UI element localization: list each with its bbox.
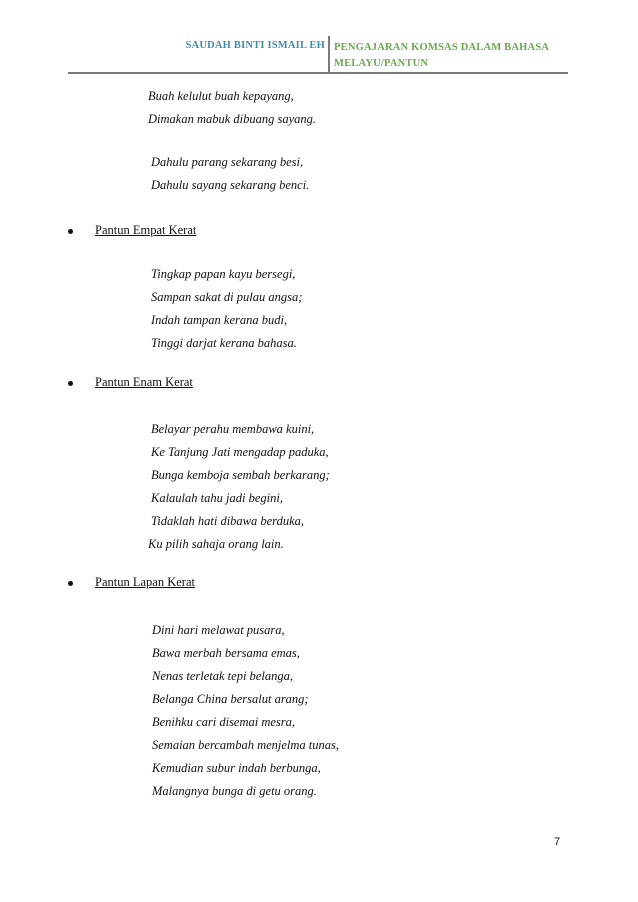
- verse-line: Bunga kemboja sembah berkarang;: [151, 468, 330, 482]
- section-heading-lapan-kerat: [68, 575, 195, 590]
- verse-dahulu-parang: [151, 151, 309, 197]
- verse-line: Nenas terletak tepi belanga,: [152, 669, 293, 683]
- verse-line: Dahulu sayang sekarang benci.: [151, 178, 310, 192]
- verse-line: Dini hari melawat pusara,: [152, 623, 285, 637]
- verse-line: Tingkap papan kayu bersegi,: [151, 267, 296, 281]
- verse-line: Bawa merbah bersama emas,: [152, 646, 300, 660]
- verse-line: Kalaulah tahu jadi begini,: [151, 491, 283, 505]
- bullet-icon: [68, 581, 73, 586]
- verse-enam-kerat: [148, 418, 330, 556]
- verse-lapan-kerat: [152, 619, 339, 803]
- verse-buah-kelulut: [148, 85, 316, 131]
- verse-line: Belanga China bersalut arang;: [152, 692, 309, 706]
- verse-empat-kerat: [151, 263, 302, 355]
- section-title: Pantun Lapan Kerat: [95, 575, 195, 589]
- section-heading-empat-kerat: [68, 223, 196, 238]
- header-divider: [328, 36, 330, 72]
- verse-line: Tidaklah hati dibawa berduka,: [151, 514, 305, 528]
- header-author: SAUDAH BINTI ISMAIL EH: [185, 40, 325, 51]
- header-rule: [68, 72, 568, 74]
- verse-line: Sampan sakat di pulau angsa;: [151, 290, 303, 304]
- verse-line: Malangnya bunga di getu orang.: [152, 784, 317, 798]
- verse-line: Indah tampan kerana budi,: [151, 313, 288, 327]
- verse-line: Buah kelulut buah kepayang,: [148, 89, 294, 103]
- verse-line: Belayar perahu membawa kuini,: [151, 422, 315, 436]
- section-title: Pantun Enam Kerat: [95, 375, 193, 389]
- section-title: Pantun Empat Kerat: [95, 223, 197, 237]
- bullet-icon: [68, 381, 73, 386]
- bullet-icon: [68, 229, 73, 234]
- header-title-line1: PENGAJARAN KOMSAS DALAM BAHASA: [334, 42, 550, 53]
- verse-line: Tinggi darjat kerana bahasa.: [151, 336, 297, 350]
- verse-line: Kemudian subur indah berbunga,: [152, 761, 321, 775]
- header-title-line2: MELAYU/PANTUN: [334, 58, 429, 69]
- verse-line: Dahulu parang sekarang besi,: [151, 155, 304, 169]
- verse-line: Ku pilih sahaja orang lain.: [148, 537, 284, 551]
- section-heading-enam-kerat: [68, 375, 193, 390]
- verse-line: Semaian bercambah menjelma tunas,: [152, 738, 340, 752]
- header-title: [334, 40, 574, 72]
- verse-line: Benihku cari disemai mesra,: [152, 715, 296, 729]
- page-number: 7: [554, 836, 561, 848]
- verse-line: Ke Tanjung Jati mengadap paduka,: [151, 445, 329, 459]
- verse-line: Dimakan mabuk dibuang sayang.: [148, 112, 317, 126]
